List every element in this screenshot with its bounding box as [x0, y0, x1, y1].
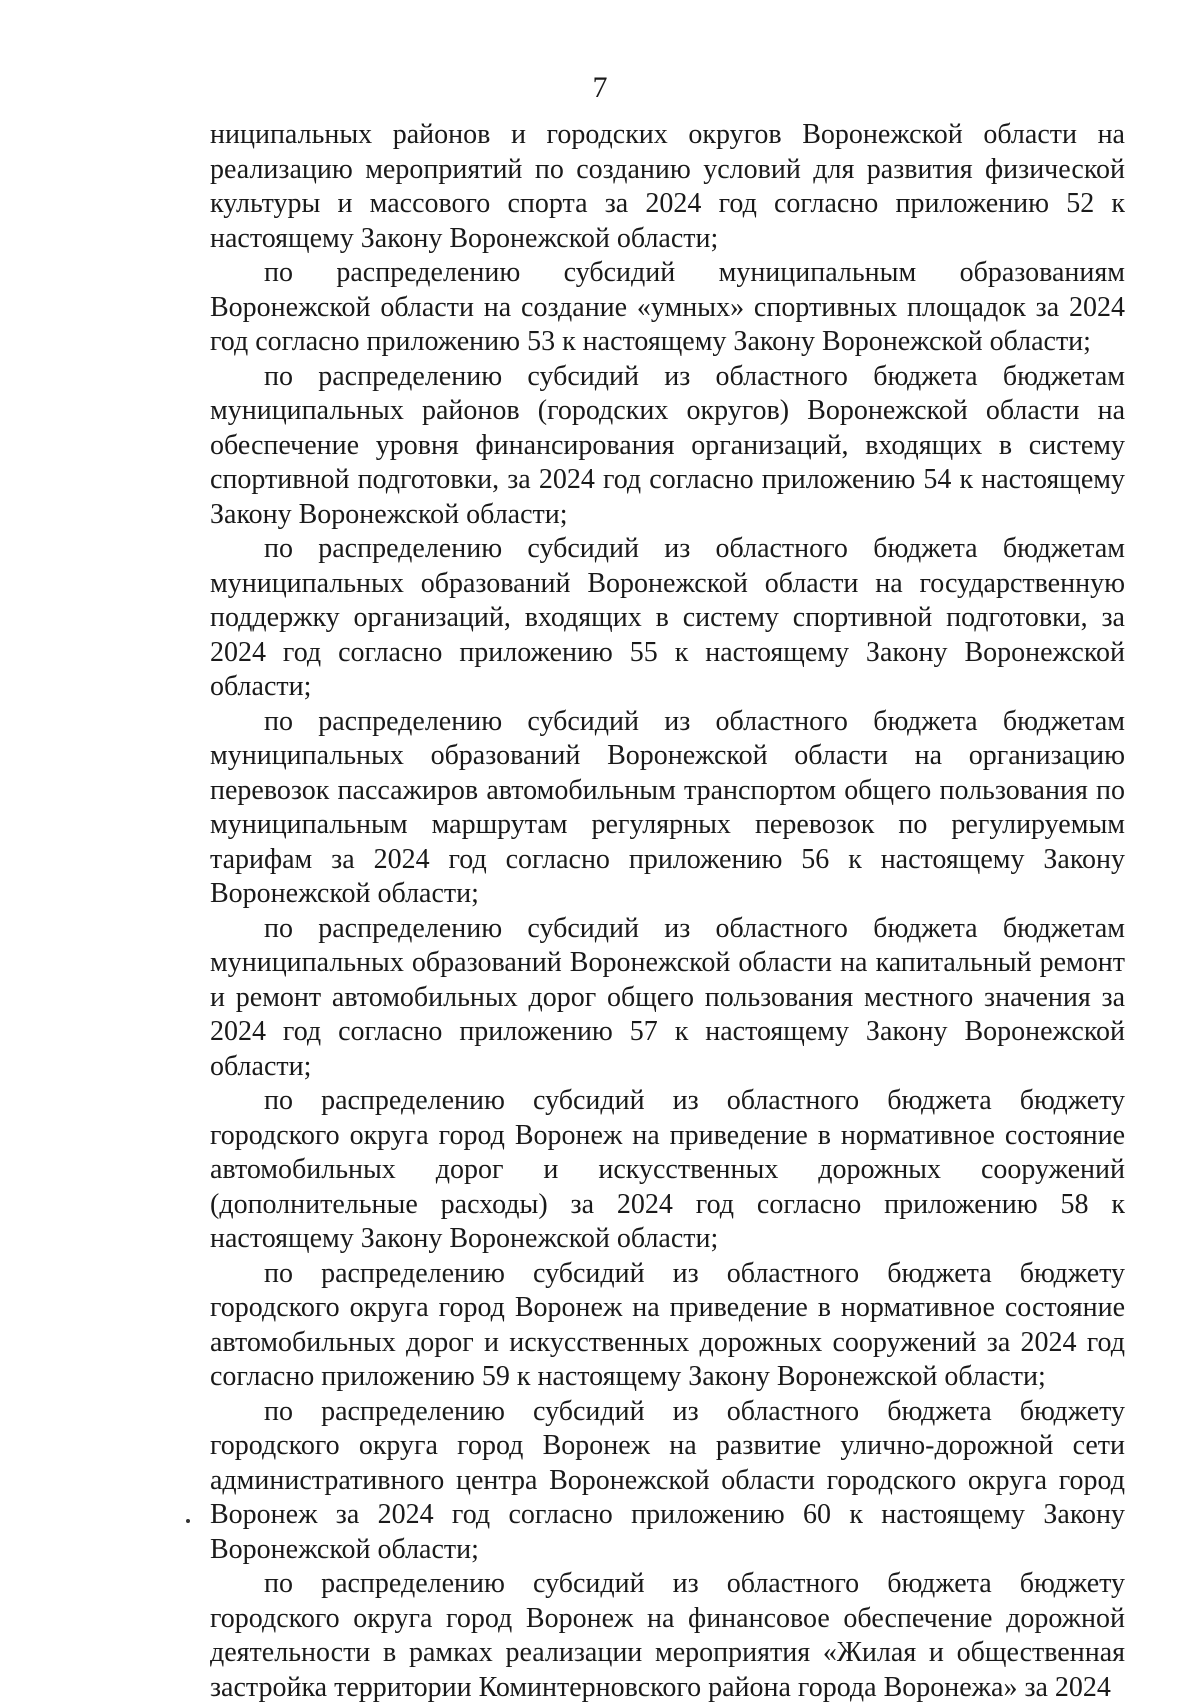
paragraph-5: по распределению субсидий из областного бюджета бюджетам муниципальных образований Воронежской области на организацию перевозок пассажиров автомобильным транспортом общего пользования по муниципальным маршрутам регулярных перевозок по регулируемым тарифам за 2024 год согласно приложению 56 к настоящему Закону Воронежской области;	[210, 705, 1125, 909]
paragraph-8: по распределению субсидий из областного бюджета бюджету городского округа город Воронеж на приведение в нормативное состояние автомобильных дорог и искусственных дорожных сооружений за 2024 год согласно приложению 59 к настоящему Закону Воронежской области;	[210, 1257, 1125, 1392]
paragraph-3: по распределению субсидий из областного бюджета бюджетам муниципальных районов (городских округов) Воронежской области на обеспечение уровня финансирования организаций, входящих в систему спортивной подготовки, за 2024 год согласно приложению 54 к настоящему Закону Воронежской области;	[210, 360, 1125, 530]
paragraph-10: по распределению субсидий из областного бюджета бюджету городского округа город Воронеж на финансовое обеспечение дорожной деятельности в рамках реализации мероприятия «Жилая и общественная застройка территории Коминтерновского района города Воронежа» за 2024	[210, 1568, 1125, 1703]
paragraph-4: по распределению субсидий из областного бюджета бюджетам муниципальных образований Воронежской области на государственную поддержку организаций, входящих в систему спортивной подготовки, за 2024 год согласно приложению 55 к настоящему Закону Воронежской области;	[210, 533, 1125, 702]
paragraph-9: по распределению субсидий из областного бюджета бюджету городского округа город Воронеж на развитие улично-дорожной сети административного центра Воронежской области городского округа город Воронеж за 2024 год согласно приложению 60 к настоящему Закону Воронежской области;	[210, 1395, 1125, 1565]
scan-dot-mark	[186, 1519, 190, 1523]
paragraph-2: по распределению субсидий муниципальным образованиям Воронежской области на создание «умных» спортивных площадок за 2024 год согласно приложению 53 к настоящему Закону Воронежской области;	[210, 257, 1125, 357]
document-body	[210, 118, 1125, 1705]
paragraph-7: по распределению субсидий из областного бюджета бюджету городского округа город Воронеж на приведение в нормативное состояние автомобильных дорог и искусственных дорожных сооружений (дополнительные расходы) за 2024 год согласно приложению 58 к настоящему Закону Воронежской области;	[210, 1085, 1125, 1254]
paragraph-1: ниципальных районов и городских округов Воронежской области на реализацию мероприятий по созданию условий для развития физической культуры и массового спорта за 2024 год согласно приложению 52 к настоящему Закону Воронежской области;	[210, 119, 1125, 254]
paragraph-6: по распределению субсидий из областного бюджета бюджетам муниципальных образований Воронежской области на капитальный ремонт и ремонт автомобильных дорог общего пользования местного значения за 2024 год согласно приложению 57 к настоящему Закону Воронежской области;	[210, 912, 1125, 1082]
page-number: 7	[592, 71, 608, 104]
